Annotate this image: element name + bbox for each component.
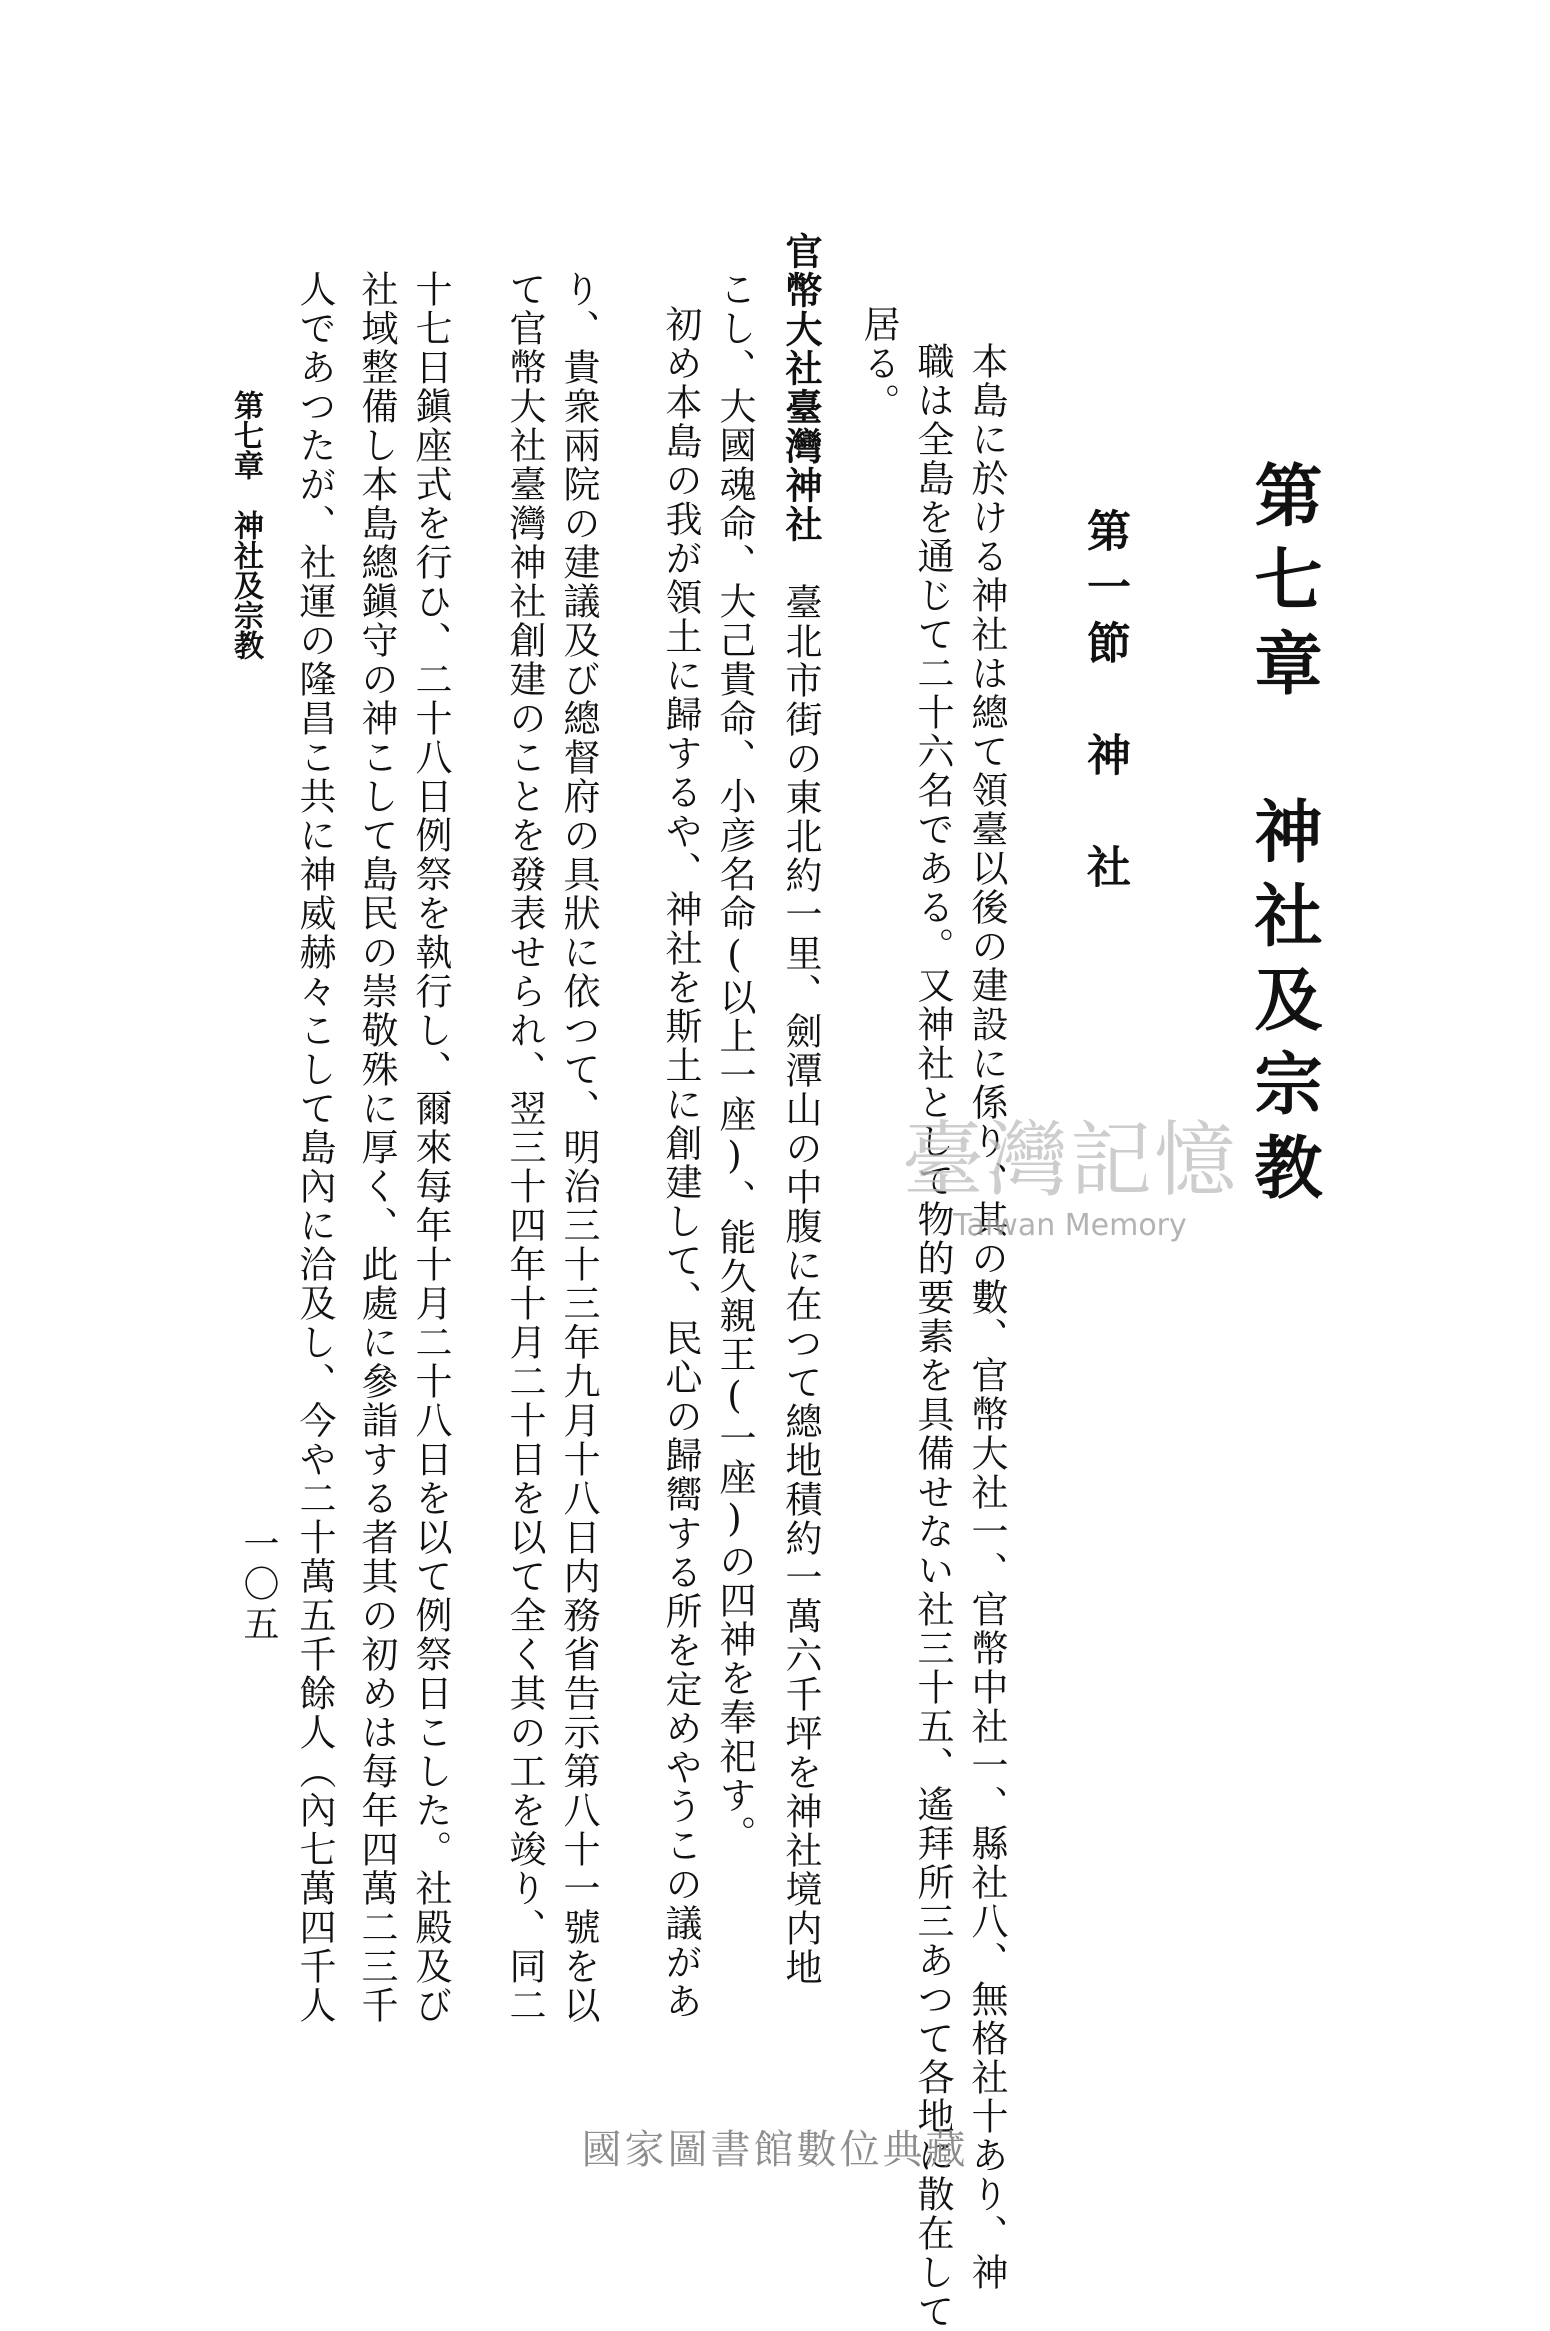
shrine-line-8: 人であつたが、社運の隆昌こ共に神威赫々こして島內に洽及し、今や二十萬五千餘人（內七萬四千人 <box>293 270 336 2025</box>
shrine-line-3: 初め本島の我が領土に歸するや、神社を斯土に創建して、民心の歸嚮する所を定めやうこの議があ <box>659 305 702 2021</box>
section-title: 第一節 神 社 <box>1079 508 1130 900</box>
watermark-subtitle: Taiwan Memory <box>953 1208 1187 1243</box>
paragraph-line-3: 居る。 <box>857 305 900 422</box>
library-credit: 國家圖書館數位典藏 <box>581 2127 969 2173</box>
shrine-column-1 <box>779 232 822 1987</box>
shrine-heading: 官幣大社臺灣神社 <box>779 232 822 544</box>
shrine-line-1: 臺北市街の東北約一里、劍潭山の中腹に在つて總地積約一萬六千坪を神社境内地 <box>779 583 822 1987</box>
running-title: 第七章 神社及宗教 <box>228 390 263 660</box>
watermark-logo-text: 臺灣記憶 <box>901 1113 1238 1208</box>
shrine-line-6: 十七日鎭座式を行ひ、二十八日例祭を執行し、爾來每年十月二十八日を以て例祭日こした。社殿及び <box>409 270 452 2025</box>
shrine-line-2: こし、大國魂命、大己貴命、小彦名命(以上一座)、能久親王(一座)の四神を奉祀す。 <box>713 270 756 1854</box>
watermark <box>890 1113 1250 1260</box>
shrine-line-5: て官幣大社臺灣神社創建のことを發表せられ、翌三十四年十月二十日を以て全く其の工を竣り、同二 <box>503 270 546 2025</box>
page-number: 一〇五 <box>238 1525 279 1645</box>
shrine-line-7: 社域整備し本島總鎭守の神こして島民の崇敬殊に厚く、此處に參詣する者其の初めは每年四萬二三千 <box>355 270 398 2025</box>
chapter-title: 第七章 神社及宗教 <box>1243 460 1322 1216</box>
shrine-line-4: り、貴衆兩院の建議及び總督府の具狀に依つて、明治三十三年九月十八日内務省告示第八十一號を以 <box>557 270 600 2025</box>
paragraph-line-2: 職は全島を通じて二十六名である。又神社として物的要素を具備せない社三十五、遙拜所三あつて各地に散在して <box>911 342 954 2331</box>
paragraph-line-1: 本島に於ける神社は總て領臺以後の建設に係り、其の數、官幣大社一、官幣中社一、縣社八、無格社十あり、神 <box>965 342 1008 2292</box>
